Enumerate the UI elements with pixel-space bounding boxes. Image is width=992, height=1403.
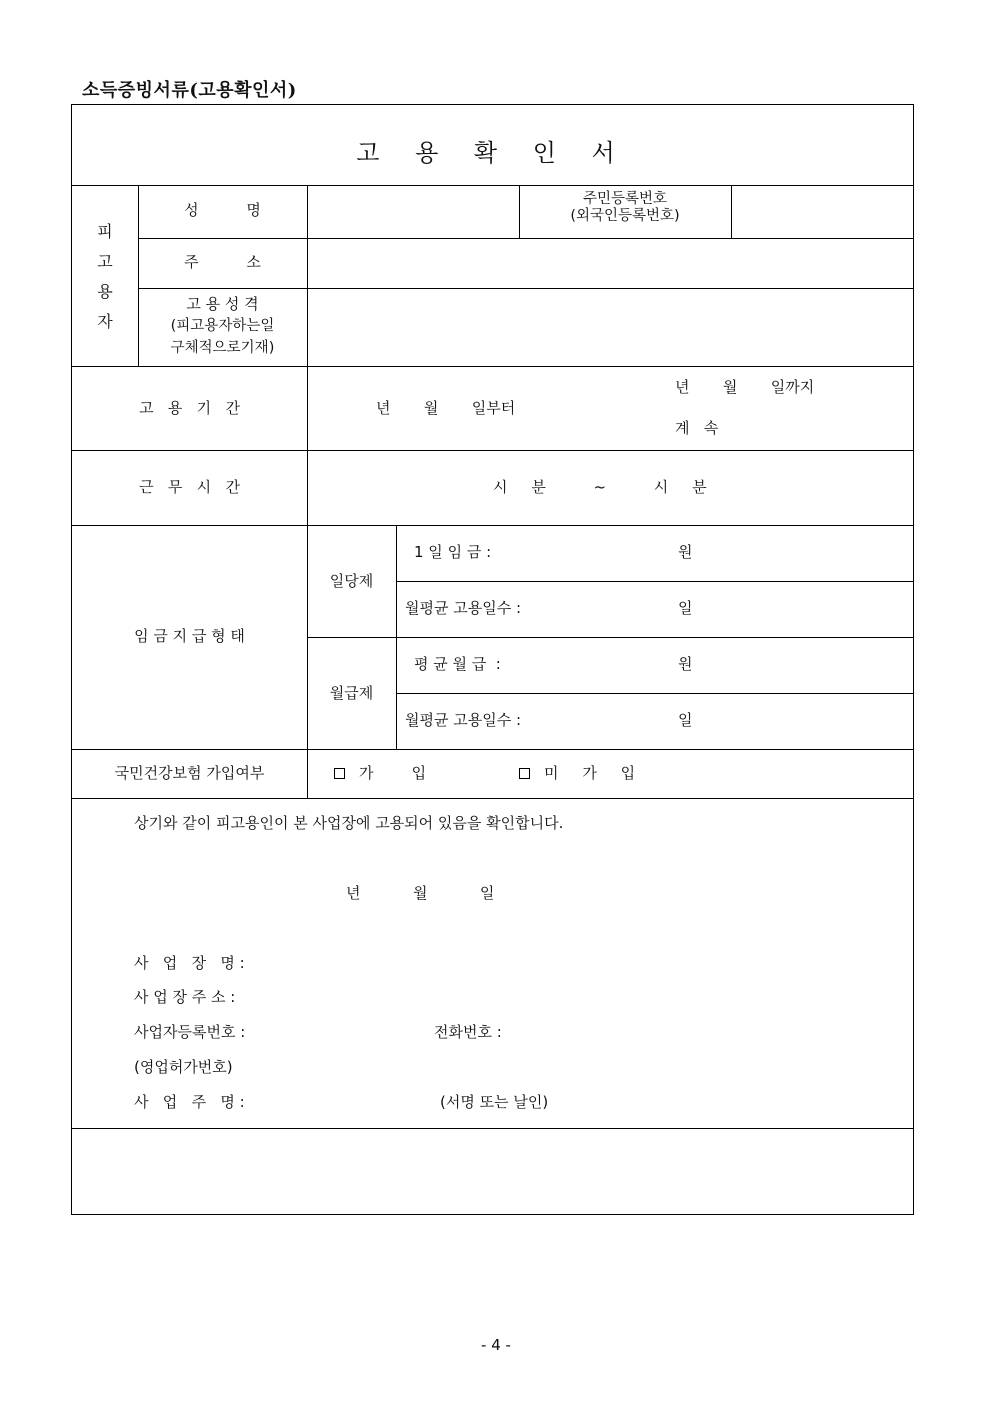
row-divider [72, 749, 913, 750]
address-label: 주 소 [184, 253, 261, 271]
job-nature-field[interactable] [308, 289, 913, 366]
form-title: 고 용 확 인 서 [356, 139, 629, 167]
row-divider [396, 693, 913, 694]
signature-or-seal[interactable]: (서명 또는 날인) [440, 1093, 549, 1111]
insurance-label: 국민건강보험 가입여부 [114, 764, 265, 782]
row-divider [396, 581, 913, 582]
daily-work-days-unit: 일 [678, 599, 693, 617]
wage-label: 임 금 지 급 형 태 [134, 627, 245, 645]
owner-name-label: 사 업 주 명 : [134, 1093, 245, 1111]
business-permit-number-label: (영업허가번호) [134, 1058, 233, 1076]
row-divider [72, 450, 913, 451]
business-name-label: 사 업 장 명 : [134, 954, 245, 972]
daily-work-days[interactable]: 월평균 고용일수 : [405, 599, 522, 617]
phone-number-label: 전화번호 : [434, 1023, 502, 1041]
period-label: 고 용 기 간 [139, 399, 240, 417]
period-from[interactable]: 년 월 일부터 [376, 399, 516, 417]
insurance-not-joined-option[interactable]: 미 가 입 [519, 764, 635, 782]
row-divider [72, 525, 913, 526]
page-heading: 소득증빙서류(고용확인서) [82, 80, 297, 101]
monthly-work-days-unit: 일 [678, 711, 693, 729]
employment-confirmation-form [71, 104, 914, 1215]
page-number: - 4 - [481, 1336, 511, 1354]
row-divider [72, 798, 913, 799]
hours-value[interactable]: 시 분 ~ 시 분 [493, 478, 707, 496]
resident-number-label: 주민등록번호 (외국인등록번호) [570, 191, 680, 225]
employee-label-char: 자 [97, 312, 113, 331]
row-divider [72, 366, 913, 367]
business-reg-number-label: 사업자등록번호 : [134, 1023, 246, 1041]
period-continuing[interactable]: 계 속 [675, 419, 719, 437]
resident-number-field[interactable] [732, 186, 913, 238]
confirmation-date[interactable]: 년 월 일 [346, 884, 495, 902]
monthly-work-days[interactable]: 월평균 고용일수 : [405, 711, 522, 729]
address-field[interactable] [308, 239, 913, 288]
name-label: 성 명 [184, 201, 261, 219]
name-field[interactable] [308, 186, 519, 238]
monthly-wage-unit: 원 [678, 655, 693, 673]
confirmation-statement: 상기와 같이 피고용인이 본 사업장에 고용되어 있음을 확인합니다. [134, 814, 564, 832]
employee-label-char: 피 [97, 222, 113, 241]
employee-label-char: 용 [97, 282, 113, 301]
insurance-joined-option[interactable]: 가 입 [334, 764, 426, 782]
business-address-label: 사 업 장 주 소 : [134, 988, 236, 1006]
notes-area[interactable] [72, 1129, 913, 1214]
column-divider [307, 749, 308, 798]
period-until[interactable]: 년 월 일까지 [675, 378, 815, 396]
employee-label-char: 고 [97, 252, 113, 271]
not-joined-checkbox[interactable] [519, 768, 530, 779]
joined-checkbox[interactable] [334, 768, 345, 779]
column-divider [396, 525, 397, 749]
row-divider [307, 637, 913, 638]
employee-section-label [96, 217, 114, 337]
daily-wage-unit: 원 [678, 543, 693, 561]
job-nature-label: 고 용 성 격 (피고용자하는일 구체적으로기재) [170, 295, 275, 356]
monthly-wage-amount[interactable]: 평 균 월 급 : [414, 655, 501, 673]
hours-label: 근 무 시 간 [139, 478, 240, 496]
daily-wage-label: 일당제 [329, 572, 374, 590]
daily-wage-amount[interactable]: 1 일 임 금 : [414, 543, 492, 561]
monthly-wage-label: 월급제 [329, 684, 374, 702]
